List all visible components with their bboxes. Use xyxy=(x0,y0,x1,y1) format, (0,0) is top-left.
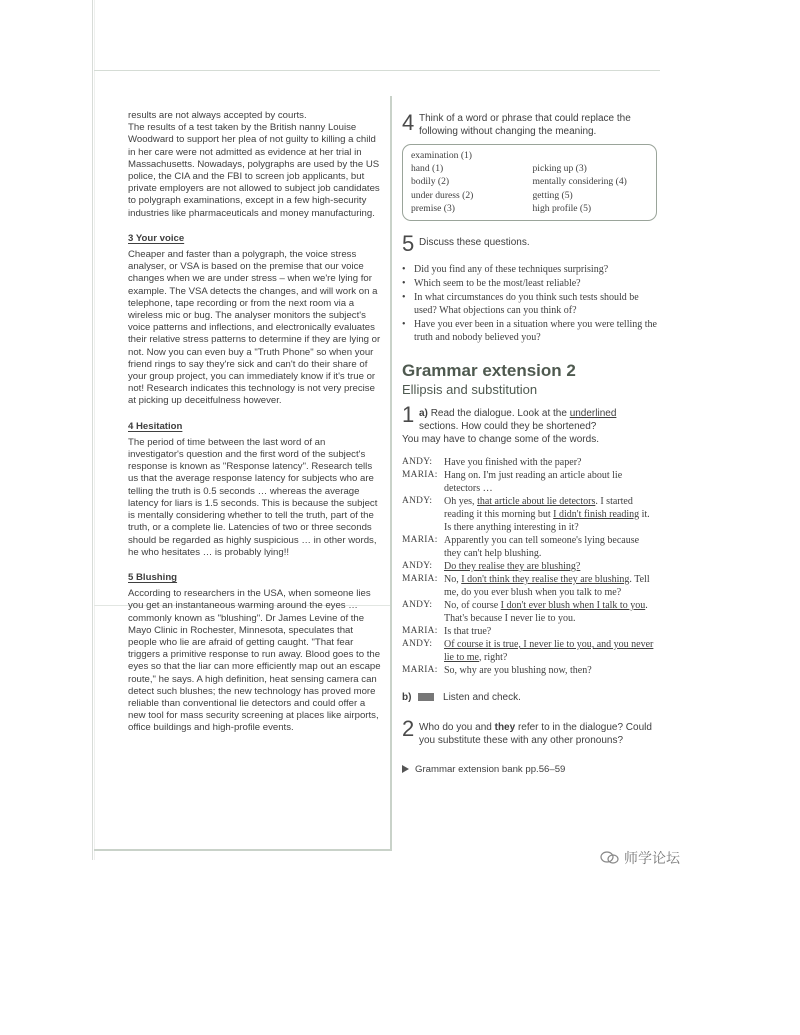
vocabulary-box xyxy=(402,144,657,221)
wechat-icon xyxy=(600,851,620,865)
instruction-bold: they xyxy=(494,722,516,734)
speaker-name: MARIA: xyxy=(402,665,438,676)
section-heading-voice: 3 Your voice xyxy=(128,232,185,244)
dialogue-text xyxy=(444,469,657,495)
exercise-number: 4 xyxy=(402,110,415,135)
speaker-name: MARIA: xyxy=(402,470,438,481)
grammar-exercise-1 xyxy=(402,404,657,433)
part-label: a) xyxy=(419,408,428,420)
right-column xyxy=(402,112,657,776)
grammar-bank-reference xyxy=(402,763,657,776)
vocab-item xyxy=(533,149,649,162)
underlined-section: I don't ever blush when I talk to you xyxy=(500,600,646,612)
exercise-4 xyxy=(402,112,657,138)
bottom-rule xyxy=(94,849,390,851)
page-edge-line xyxy=(92,0,93,860)
speaker-name: ANDY: xyxy=(402,600,433,611)
watermark xyxy=(600,848,680,868)
section-text-blushing: According to researchers in the USA, when someone lies you get an instantaneous warming around the eyes … commonly known as "blushing". Dr James Levine of the Mayo Clinic in Rochester, Minnesota, speculates that people who lie are afraid of getting caught. "That fear triggers a primitive response to run away. Blood goes to the eyes so that the liar can more efficiently map out an escape route," he says. A high definition, heat sensing camera can detect such blushes; the new technology has proved more reliable than conventional lie detectors and could offer a new tool for mass security screening at places like airports, office buildings and high-profile events. xyxy=(128,588,381,734)
instruction-underlined: underlined xyxy=(569,408,617,420)
list-item: • In what circumstances do you think such tests should be used? What objections can you think of? xyxy=(402,291,657,317)
dialogue-line xyxy=(402,664,657,677)
vocab-item: examination (1) xyxy=(411,150,473,161)
dialogue-line xyxy=(402,469,657,495)
left-column xyxy=(128,110,383,735)
section-text-voice: Cheaper and faster than a polygraph, the voice stress analyser, or VSA is based on the premise that our voice changes when we are under stress – when we're lying for example. The VSA detects the changes, and will work on a telephone, tape recording or from the next room via a wireless mic or bug. The analyser monitors the subject's voice patterns and inflections, and electronically evaluates their relative stress patterns to determine if they are lying or not. Now you can even buy a "Truth Phone" so when your friend rings to say they're sick and can't do their share of your group project, you can immediately know if it's true or not! Research indicates this technology is not very precise at picking up deceitfulness however. xyxy=(128,249,381,407)
dialogue-fragment: . Tell me, do you ever blush when you talk to me? xyxy=(444,574,650,599)
dialogue-text xyxy=(444,638,657,664)
column-divider xyxy=(390,96,392,851)
dialogue-fragment: . That's because I never lie to you. xyxy=(444,600,648,625)
speaker-name: ANDY: xyxy=(402,457,433,468)
dialogue-line xyxy=(402,534,657,560)
dialogue-text xyxy=(444,664,657,677)
instruction-text: Who do you and xyxy=(419,722,495,734)
dialogue-line xyxy=(402,456,657,469)
dialogue-line xyxy=(402,495,657,534)
section-text-hesitation: The period of time between the last word of an investigator's question and the first word of the subject's response is known as "Response latency". Research tells us that the average response latency for subjects who are telling the truth is 0.5 seconds … whereas the average latency for liars is 1.5 seconds. This is because the subject is mentally considering whether to tell the truth, part of the truth, or a complete lie. Latencies of two or three seconds should be regarded as highly suspicious … in other words, he who hesitates … is probably lying!! xyxy=(128,436,378,558)
dialogue-line xyxy=(402,560,657,573)
underlined-section: I didn't finish reading xyxy=(553,509,640,521)
section-heading-hesitation: 4 Hesitation xyxy=(128,420,183,432)
page-edge-shadow xyxy=(94,0,95,860)
exercise-5-instruction: Discuss these questions. xyxy=(419,237,530,249)
vocab-item: getting (5) xyxy=(532,189,573,201)
discussion-questions xyxy=(402,263,657,344)
dialogue-fragment: Is that true? xyxy=(444,626,492,638)
audio-cd-icon xyxy=(418,693,434,701)
dialogue-text xyxy=(444,495,657,534)
dialogue-line xyxy=(402,625,657,638)
dialogue-fragment: Apparently you can tell someone's lying because they can't help blushing. xyxy=(444,535,640,560)
watermark-text: 师学论坛 xyxy=(624,851,680,867)
dialogue-fragment: No, of course xyxy=(444,600,501,612)
vocab-item: under duress (2) xyxy=(411,189,474,201)
list-item: • Have you ever been in a situation where you were telling the truth and nobody believed you? xyxy=(402,318,657,344)
instruction-text: sections. How could they be shortened? xyxy=(419,421,597,433)
listen-text: Listen and check. xyxy=(443,692,521,704)
underlined-section: I don't think they realise they are blushing xyxy=(461,574,630,586)
dialogue-text xyxy=(444,573,657,599)
speaker-name: MARIA: xyxy=(402,626,438,637)
dialogue-fragment: Have you finished with the paper? xyxy=(444,457,582,469)
exercise-number: 5 xyxy=(402,231,415,257)
top-rule xyxy=(94,70,660,71)
instruction-text: Read the dialogue. Look at the xyxy=(430,408,567,420)
dialogue-fragment: . I started reading it this morning but xyxy=(444,496,633,521)
grammar-title: Grammar extension 2 xyxy=(402,361,576,381)
vocab-item: hand (1) xyxy=(411,163,444,175)
dialogue-text xyxy=(444,456,657,469)
part-label: b) xyxy=(402,692,412,704)
dialogue-text xyxy=(444,560,657,573)
intro-line: results are not always accepted by courts. xyxy=(128,110,307,121)
underlined-section: Of course it is true, I never lie to you, and you never lie to me xyxy=(444,639,654,664)
section-heading-blushing: 5 Blushing xyxy=(128,571,178,583)
underlined-section: Do they realise they are blushing? xyxy=(444,561,581,573)
speaker-name: ANDY: xyxy=(402,496,433,507)
vocab-item: premise (3) xyxy=(411,202,455,214)
dialogue-text xyxy=(444,534,657,560)
vocab-item: picking up (3) xyxy=(532,163,587,175)
arrow-right-icon xyxy=(402,765,409,773)
speaker-name: MARIA: xyxy=(402,535,438,546)
intro-paragraph: The results of a test taken by the British nanny Louise Woodward to support her plea of not guilty to killing a child in her care were not admitted as evidence at her trial in Massachusetts. Nowadays, polygraphs are used by the US police, the CIA and the FBI to screen job applicants, but private employers are not allowed to subject job candidates to polygraph examinations, except in a few high-security industries like pharmaceuticals and money manufacturing. xyxy=(128,122,380,219)
dialogue-line xyxy=(402,638,657,664)
speaker-name: ANDY: xyxy=(402,639,433,650)
dialogue-fragment: Oh yes, xyxy=(444,496,478,508)
list-item: • Which seem to be the most/least reliable? xyxy=(402,277,657,290)
dialogue-text xyxy=(444,625,657,638)
dialogue-fragment: So, why are you blushing now, then? xyxy=(444,665,592,677)
vocab-item: mentally considering (4) xyxy=(532,176,627,188)
instruction-text: refer to in the dialogue? Could you substitute these with any other pronouns? xyxy=(419,722,652,747)
exercise-5 xyxy=(402,233,657,255)
speaker-name: MARIA: xyxy=(402,574,438,585)
listen-check xyxy=(402,691,657,704)
dialogue-line xyxy=(402,573,657,599)
instruction-text-2: You may have to change some of the words. xyxy=(402,434,599,446)
list-item: • Did you find any of these techniques surprising? xyxy=(402,263,657,276)
vocab-item: bodily (2) xyxy=(411,176,450,188)
dialogue-fragment: it. Is there anything interesting in it? xyxy=(444,509,650,534)
grammar-subtitle: Ellipsis and substitution xyxy=(402,382,538,398)
reference-text: Grammar extension bank pp.56–59 xyxy=(415,764,566,776)
dialogue-line xyxy=(402,599,657,625)
dialogue-text xyxy=(444,599,657,625)
dialogue-fragment: , right? xyxy=(479,652,508,664)
dialogue-fragment: Hang on. I'm just reading an article about lie detectors … xyxy=(444,470,623,495)
dialogue-fragment: No, xyxy=(444,574,462,586)
vocab-item: high profile (5) xyxy=(532,202,592,214)
grammar-exercise-2 xyxy=(402,718,657,747)
exercise-4-instruction: Think of a word or phrase that could replace the following without changing the meaning. xyxy=(419,113,631,137)
exercise-number: 1 xyxy=(402,402,415,428)
exercise-number: 2 xyxy=(402,716,415,742)
underlined-section: that article about lie detectors xyxy=(477,496,596,508)
dialogue xyxy=(402,456,657,677)
speaker-name: ANDY: xyxy=(402,561,433,572)
